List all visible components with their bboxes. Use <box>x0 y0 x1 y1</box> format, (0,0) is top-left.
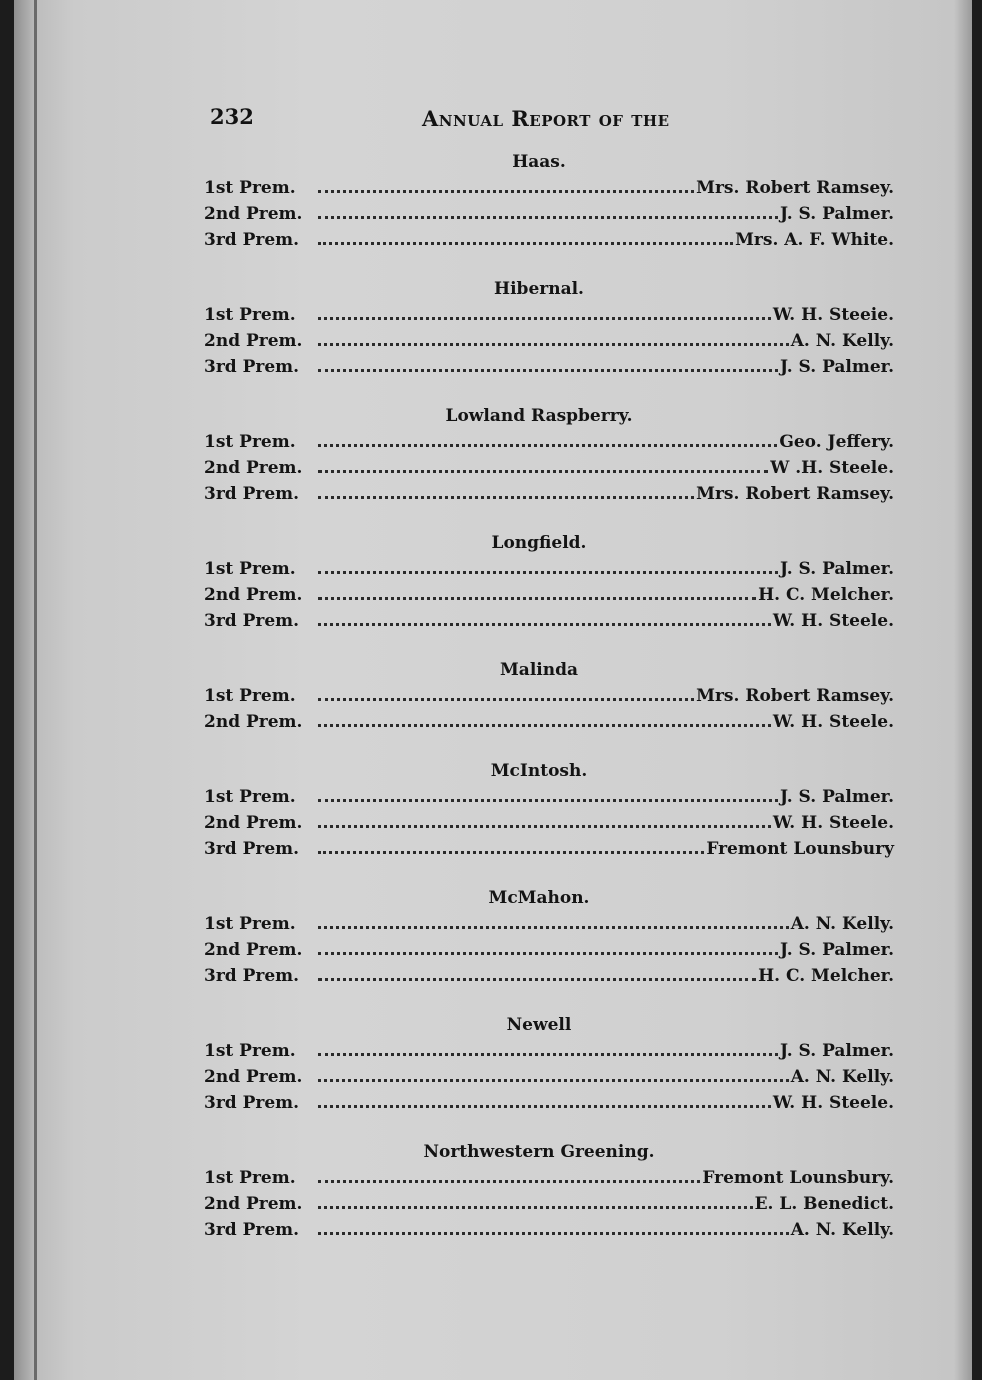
variety-title: Longfield. <box>491 533 587 553</box>
premium-place: 3rd Prem. <box>204 484 300 504</box>
premium-winner: Fremont Lounsbury. <box>702 1168 894 1188</box>
page-number: 232 <box>210 104 254 129</box>
premium-winner: W. H. Steele. <box>772 813 894 833</box>
premium-row <box>204 227 894 253</box>
binding-edge <box>34 0 37 1380</box>
premium-row <box>204 1090 894 1116</box>
premium-row <box>204 429 894 455</box>
premium-row <box>204 328 894 354</box>
premium-place: 1st Prem. <box>204 1168 296 1188</box>
premium-row <box>204 175 894 201</box>
dot-leader <box>318 1206 753 1209</box>
running-head: Annual Report of the <box>422 106 670 131</box>
premium-place: 2nd Prem. <box>204 712 303 732</box>
premium-row <box>204 709 894 735</box>
premium-place: 1st Prem. <box>204 432 296 452</box>
premium-row <box>204 455 894 481</box>
premium-place: 2nd Prem. <box>204 940 303 960</box>
premium-place: 1st Prem. <box>204 305 296 325</box>
premium-place: 2nd Prem. <box>204 585 303 605</box>
variety-title: Lowland Raspberry. <box>445 406 633 426</box>
dot-leader <box>318 851 704 854</box>
dot-leader <box>318 1232 789 1235</box>
premium-place: 2nd Prem. <box>204 458 303 478</box>
premium-row <box>204 582 894 608</box>
premium-place: 3rd Prem. <box>204 1220 300 1240</box>
variety-title: Haas. <box>512 152 566 172</box>
premium-winner: Fremont Lounsbury <box>706 839 894 859</box>
premium-winner: J. S. Palmer. <box>780 357 894 377</box>
premium-winner: H. C. Melcher. <box>758 966 894 986</box>
premium-row <box>204 683 894 709</box>
premium-row <box>204 1165 894 1191</box>
dot-leader <box>318 571 778 574</box>
premium-place: 2nd Prem. <box>204 1194 303 1214</box>
premium-place: 1st Prem. <box>204 559 296 579</box>
premium-winner: W .H. Steele. <box>770 458 894 478</box>
dot-leader <box>318 1053 778 1056</box>
dot-leader <box>318 317 771 320</box>
dot-leader <box>318 1079 789 1082</box>
premium-place: 1st Prem. <box>204 914 296 934</box>
premium-winner: H. C. Melcher. <box>758 585 894 605</box>
variety-section <box>204 531 894 634</box>
premium-row <box>204 1217 894 1243</box>
premium-row <box>204 836 894 862</box>
premium-row <box>204 302 894 328</box>
premium-winner: J. S. Palmer. <box>780 559 894 579</box>
premium-place: 1st Prem. <box>204 178 296 198</box>
variety-section <box>204 886 894 989</box>
dot-leader <box>318 623 771 626</box>
premium-row <box>204 481 894 507</box>
premium-winner: W. H. Steele. <box>772 712 894 732</box>
variety-title: McMahon. <box>488 888 590 908</box>
premium-place: 2nd Prem. <box>204 813 303 833</box>
dot-leader <box>318 1105 771 1108</box>
dot-leader <box>318 698 694 701</box>
dot-leader <box>318 825 771 828</box>
dot-leader <box>318 242 733 245</box>
variety-section <box>204 1013 894 1116</box>
premium-list <box>204 150 894 1267</box>
premium-place: 3rd Prem. <box>204 839 300 859</box>
variety-section <box>204 658 894 735</box>
dot-leader <box>318 926 789 929</box>
premium-winner: A. N. Kelly. <box>790 914 894 934</box>
dot-leader <box>318 952 778 955</box>
premium-row <box>204 911 894 937</box>
premium-place: 1st Prem. <box>204 787 296 807</box>
premium-place: 3rd Prem. <box>204 966 300 986</box>
premium-winner: W. H. Steeie. <box>772 305 894 325</box>
premium-place: 2nd Prem. <box>204 204 303 224</box>
premium-winner: J. S. Palmer. <box>780 940 894 960</box>
variety-section <box>204 759 894 862</box>
variety-title: Malinda <box>499 660 578 680</box>
premium-winner: Mrs. Robert Ramsey. <box>696 484 894 504</box>
premium-row <box>204 963 894 989</box>
premium-place: 2nd Prem. <box>204 1067 303 1087</box>
page-header <box>210 102 910 142</box>
dot-leader <box>318 216 778 219</box>
dot-leader <box>318 1180 700 1183</box>
premium-winner: Mrs. Robert Ramsey. <box>696 178 894 198</box>
premium-winner: A. N. Kelly. <box>790 1067 894 1087</box>
premium-winner: A. N. Kelly. <box>790 331 894 351</box>
variety-section <box>204 277 894 380</box>
premium-winner: W. H. Steele. <box>772 611 894 631</box>
premium-winner: Geo. Jeffery. <box>779 432 894 452</box>
dot-leader <box>318 343 789 346</box>
variety-section <box>204 150 894 253</box>
dot-leader <box>318 444 777 447</box>
dot-leader <box>318 190 694 193</box>
premium-winner: A. N. Kelly. <box>790 1220 894 1240</box>
premium-place: 3rd Prem. <box>204 611 300 631</box>
dot-leader <box>318 496 694 499</box>
dot-leader <box>318 470 768 473</box>
dot-leader <box>318 724 771 727</box>
premium-winner: J. S. Palmer. <box>780 787 894 807</box>
premium-row <box>204 556 894 582</box>
premium-row <box>204 1064 894 1090</box>
dot-leader <box>318 799 778 802</box>
premium-row <box>204 354 894 380</box>
dot-leader <box>318 597 756 600</box>
premium-row <box>204 784 894 810</box>
premium-winner: J. S. Palmer. <box>780 1041 894 1061</box>
premium-winner: Mrs. A. F. White. <box>735 230 894 250</box>
premium-row <box>204 937 894 963</box>
premium-winner: Mrs. Robert Ramsey. <box>696 686 894 706</box>
variety-title: Newell <box>506 1015 572 1035</box>
premium-row <box>204 1038 894 1064</box>
premium-place: 3rd Prem. <box>204 1093 300 1113</box>
dot-leader <box>318 978 756 981</box>
premium-place: 1st Prem. <box>204 1041 296 1061</box>
premium-winner: E. L. Benedict. <box>754 1194 894 1214</box>
scanned-page <box>14 0 972 1380</box>
premium-winner: W. H. Steele. <box>772 1093 894 1113</box>
variety-section <box>204 404 894 507</box>
premium-place: 2nd Prem. <box>204 331 303 351</box>
premium-row <box>204 608 894 634</box>
premium-place: 1st Prem. <box>204 686 296 706</box>
variety-title: Hibernal. <box>494 279 584 299</box>
variety-title: Northwestern Greening. <box>423 1142 655 1162</box>
premium-place: 3rd Prem. <box>204 230 300 250</box>
premium-row <box>204 810 894 836</box>
variety-title: McIntosh. <box>490 761 588 781</box>
premium-row <box>204 201 894 227</box>
dot-leader <box>318 369 778 372</box>
premium-place: 3rd Prem. <box>204 357 300 377</box>
variety-section <box>204 1140 894 1243</box>
premium-winner: J. S. Palmer. <box>780 204 894 224</box>
premium-row <box>204 1191 894 1217</box>
